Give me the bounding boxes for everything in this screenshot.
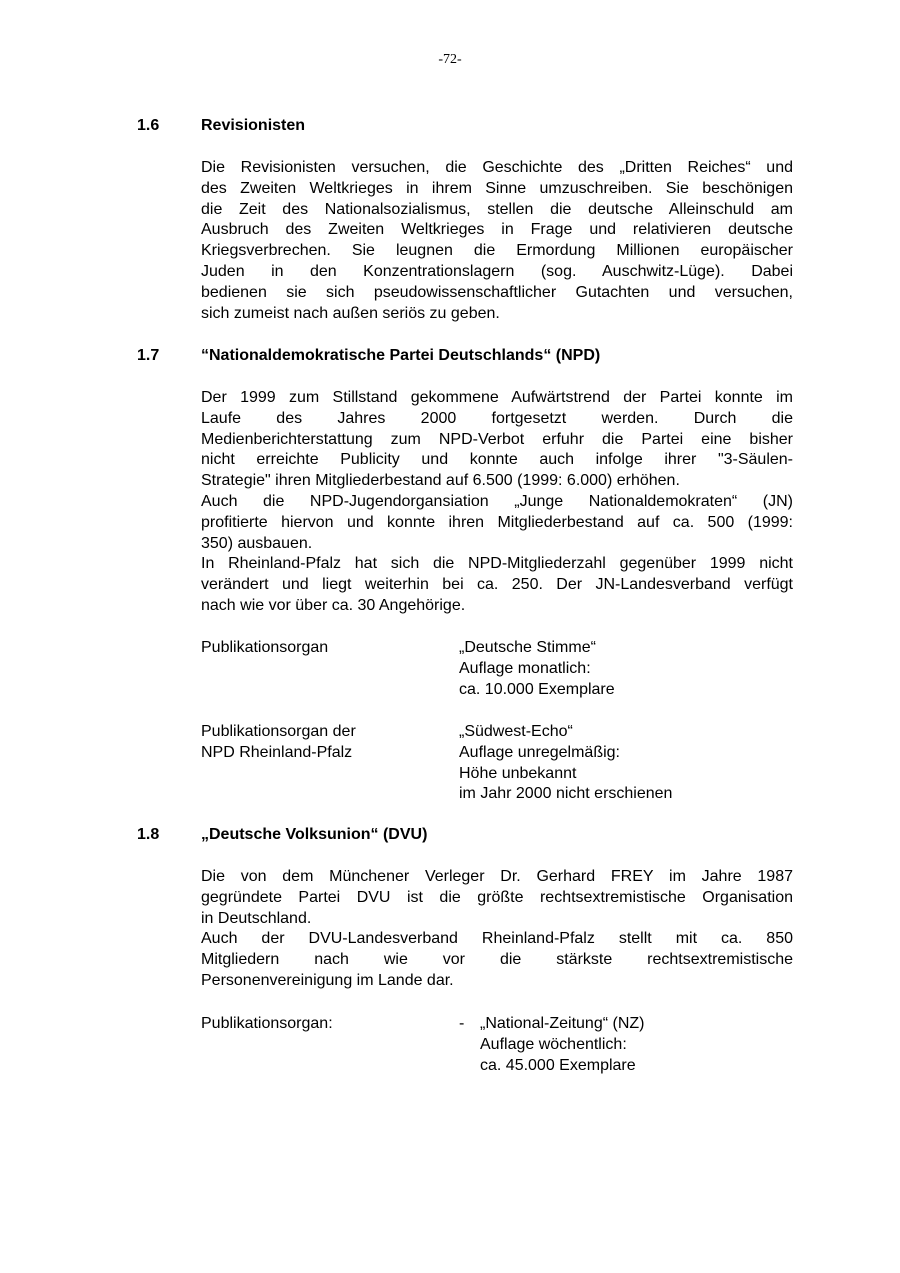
- text-line: 350) ausbauen.: [201, 534, 313, 552]
- publication-label: [201, 722, 356, 764]
- text-line: Auch der DVU-Landesverband Rheinland-Pfalz stellt mit ca. 850: [201, 930, 793, 948]
- text-line: profitierte hiervon und konnte ihren Mitgliederbestand auf ca. 500 (1999:: [201, 513, 793, 531]
- text-line: Juden in den Konzentrationslagern (sog. Auschwitz-Lüge). Dabei: [201, 262, 793, 280]
- text-line: Medienberichterstattung zum NPD-Verbot erfuhr die Partei eine bisher: [201, 430, 793, 448]
- publication-label-line: NPD Rheinland-Pfalz: [201, 743, 353, 761]
- section-title: Revisionisten: [201, 117, 306, 134]
- text-line: nach wie vor über ca. 30 Angehörige.: [201, 596, 466, 614]
- publication-title: „Deutsche Stimme“: [459, 639, 596, 656]
- text-line: Auch die NPD-Jugendorgansiation „Junge Nationaldemokraten“ (JN): [201, 492, 793, 510]
- section-title: „Deutsche Volksunion“ (DVU): [201, 826, 428, 843]
- section-number: 1.7: [137, 347, 160, 364]
- publication-title: „National-Zeitung“ (NZ): [480, 1015, 645, 1032]
- text-line: in Deutschland.: [201, 909, 312, 927]
- page-number: -72-: [438, 52, 462, 67]
- publication-label-line: Publikationsorgan der: [201, 723, 356, 740]
- publication-details: [459, 638, 615, 700]
- list-dash: -: [459, 1015, 465, 1032]
- publication-title: „Südwest-Echo“: [459, 723, 573, 740]
- section-title: “Nationaldemokratische Partei Deutschlands“ (NPD): [201, 347, 601, 364]
- text-line: bedienen sie sich pseudowissenschaftlicher Gutachten und versuchen,: [201, 283, 793, 301]
- section-paragraph: [201, 867, 793, 992]
- text-line: Der 1999 zum Stillstand gekommene Aufwärtstrend der Partei konnte im: [201, 389, 793, 406]
- text-line: nicht erreichte Publicity und konnte auch infolge ihrer "3-Säulen-: [201, 451, 793, 469]
- publication-label: Publikationsorgan:: [201, 1015, 333, 1032]
- publication-frequency: Auflage monatlich:: [459, 659, 591, 677]
- section-number: 1.6: [137, 117, 160, 134]
- text-line: Mitgliedern nach wie vor die stärkste rechtsextremistische: [201, 951, 793, 969]
- text-line: gegründete Partei DVU ist die größte rechtsextremistische Organisation: [201, 888, 793, 906]
- publication-frequency: Auflage unregelmäßig:: [459, 743, 620, 761]
- text-line: sich zumeist nach außen seriös zu geben.: [201, 304, 500, 322]
- text-line: Personenvereinigung im Lande dar.: [201, 971, 454, 989]
- publication-details: [480, 1014, 644, 1076]
- text-line: Die Revisionisten versuchen, die Geschichte des „Dritten Reiches“ und: [201, 159, 793, 176]
- section-paragraph: [201, 158, 793, 324]
- section-paragraph: [201, 388, 793, 617]
- publication-details: [459, 722, 672, 805]
- publication-label: Publikationsorgan: [201, 639, 329, 656]
- section-number: 1.8: [137, 826, 160, 843]
- text-line: des Zweiten Weltkrieges in ihrem Sinne umzuschreiben. Sie beschönigen: [201, 179, 793, 197]
- publication-circulation: ca. 45.000 Exemplare: [480, 1056, 636, 1074]
- publication-circulation: Höhe unbekannt: [459, 764, 577, 782]
- publication-note: im Jahr 2000 nicht erschienen: [459, 785, 673, 803]
- text-line: Kriegsverbrechen. Sie leugnen die Ermordung Millionen europäischer: [201, 242, 793, 260]
- text-line: die Zeit des Nationalsozialismus, stellen die deutsche Alleinschuld am: [201, 200, 793, 218]
- text-line: verändert und liegt weiterhin bei ca. 250. Der JN-Landesverband verfügt: [201, 576, 793, 594]
- publication-circulation: ca. 10.000 Exemplare: [459, 680, 615, 698]
- text-line: Laufe des Jahres 2000 fortgesetzt werden. Durch die: [201, 409, 793, 427]
- text-line: Ausbruch des Zweiten Weltkrieges in Frage und relativieren deutsche: [201, 221, 793, 239]
- text-line: Die von dem Münchener Verleger Dr. Gerhard FREY im Jahre 1987: [201, 868, 793, 885]
- text-line: In Rheinland-Pfalz hat sich die NPD-Mitgliederzahl gegenüber 1999 nicht: [201, 555, 793, 573]
- text-line: Strategie" ihren Mitgliederbestand auf 6.500 (1999: 6.000) erhöhen.: [201, 472, 680, 490]
- publication-frequency: Auflage wöchentlich:: [480, 1035, 627, 1053]
